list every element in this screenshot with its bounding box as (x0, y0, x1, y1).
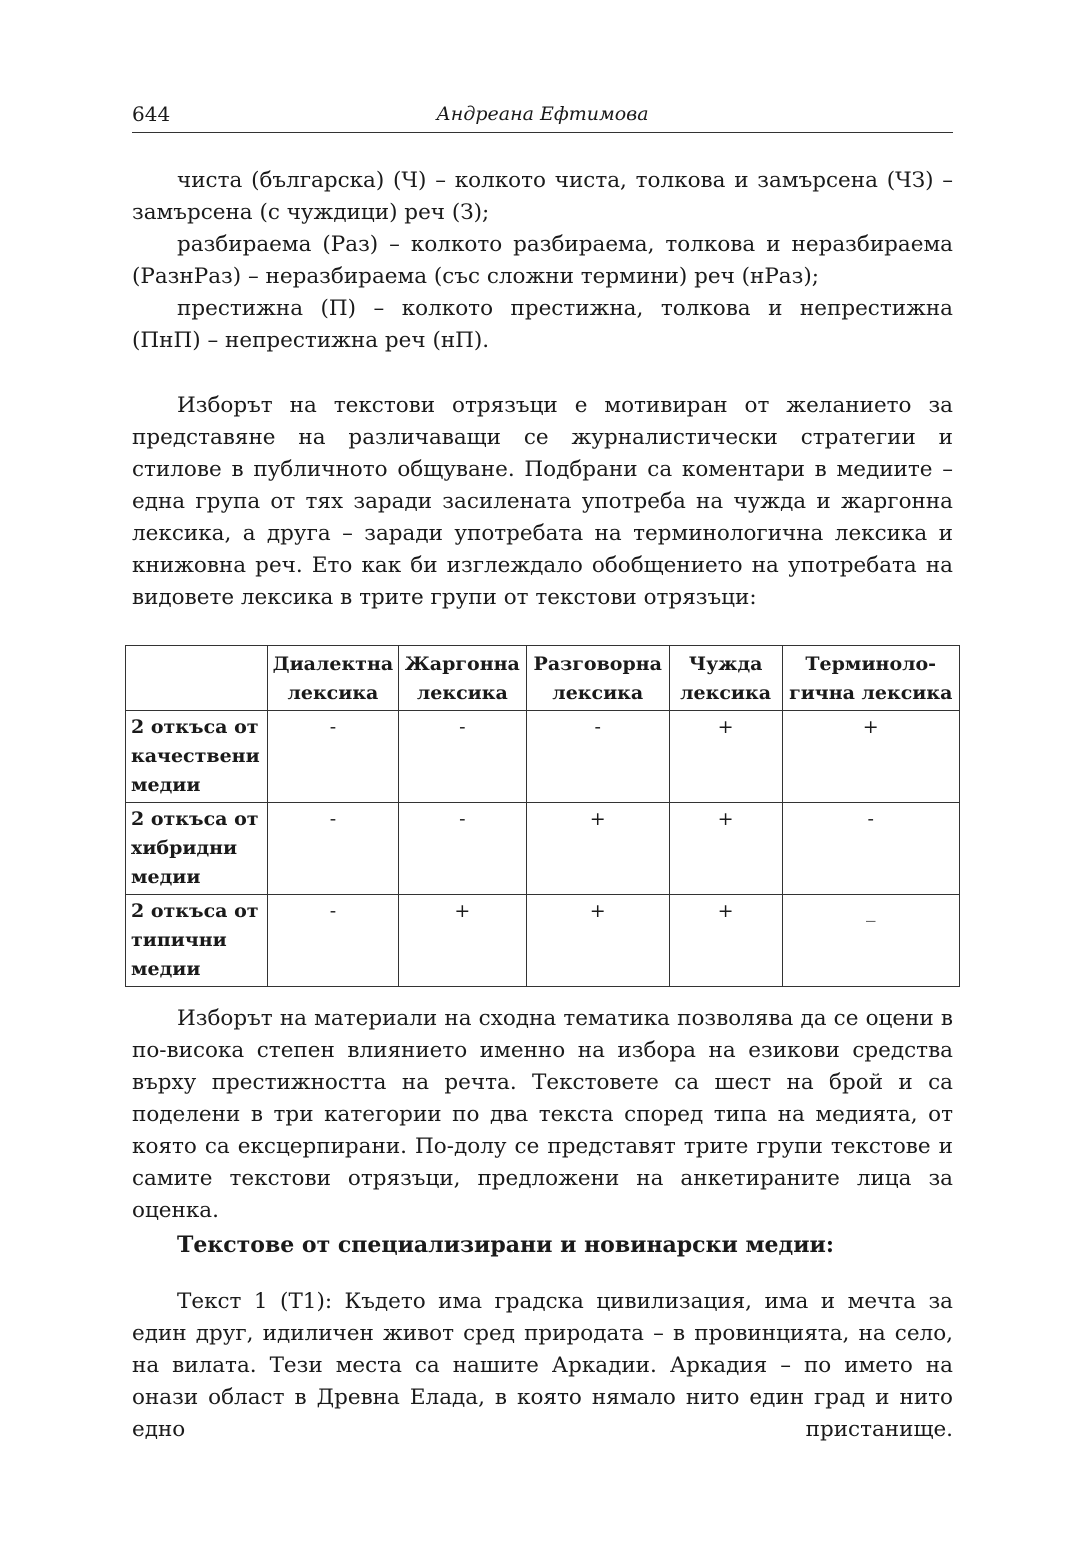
table-row (126, 711, 960, 803)
paragraph-text: Изборът на текстови отрязъци е мотивиран от желанието за представяне на различаващи се журналистически стратегии и стилове в публичното общуване. Подбрани са коментари в медиите – една група от тях заради засилената употреба на чужда и жаргонна лексика, а друга – заради употребата на терминологична лексика и книжовна реч. Ето как би изглеждало обобщението на употребата на видовете лексика в трите групи от текстови отрязъци: (132, 393, 953, 610)
intro-item: престижна (П) – колкото престижна, толкова и непрестижна (ПнП) – непрестижна реч (нП). (132, 296, 953, 353)
intro-item: разбираема (Раз) – колкото разбираема, толкова и неразбираема (РазнРаз) – неразбираема (със сложни термини) реч (нРаз); (132, 232, 953, 289)
paragraph-text: Изборът на материали на сходна тематика позволява да се оцени в по-висока степен влиянието именно на избора на езикови средства върху престижността на речта. Текстовете са шест на брой и са поделени в три категории по два текста според типа на медията, от която са ексцерпирани. По-долу се представят трите групи текстове и самите текстови отрязъци, предложени на анкетираните лица за оценка. (132, 1006, 953, 1223)
table-cell: - (526, 711, 669, 803)
table-header-cell: Терминоло-гична лексика (782, 646, 960, 711)
paragraph-selection (132, 390, 953, 614)
table-cell: - (267, 895, 398, 987)
table-cell: + (398, 895, 526, 987)
page-header (132, 102, 953, 133)
table-cell: - (398, 803, 526, 895)
table-cell: - (267, 803, 398, 895)
table-row (126, 895, 960, 987)
page-number: 644 (132, 102, 171, 126)
table-header-cell: Жаргонна лексика (398, 646, 526, 711)
table-header-cell: Диалектна лексика (267, 646, 398, 711)
paragraph-text-1 (132, 1286, 953, 1446)
table-header-cell: Разговорна лексика (526, 646, 669, 711)
running-title: Андреана Ефтимова (436, 103, 649, 125)
table-cell: + (669, 803, 782, 895)
intro-list (132, 165, 953, 357)
table-cell: + (669, 895, 782, 987)
table-header-cell: Чужда лексика (669, 646, 782, 711)
section-heading: Текстове от специализирани и новинарски медии: (177, 1232, 834, 1258)
row-label: 2 откъса от хибридни медии (126, 803, 268, 895)
table-cell: _ (782, 895, 960, 987)
table-cell: + (782, 711, 960, 803)
paragraph-text: Текст 1 (Т1): Където има градска цивилизация, има и мечта за един друг, идиличен живот сред природата – в провинцията, на село, на вилата. Тези места са нашите Аркадии. Аркадия – по името на онази област в Древна Елада, в която нямало нито един град и нито едно пристанище. (132, 1289, 953, 1442)
table-cell: - (398, 711, 526, 803)
row-label: 2 откъса от качествени медии (126, 711, 268, 803)
table-header-cell (126, 646, 268, 711)
table-cell: + (526, 803, 669, 895)
paragraph-materials (132, 1003, 953, 1227)
table-cell: + (526, 895, 669, 987)
table-header-row (126, 646, 960, 711)
intro-item: чиста (българска) (Ч) – колкото чиста, толкова и замърсена (ЧЗ) – замърсена (с чуждици) реч (З); (132, 168, 953, 225)
table-cell: + (669, 711, 782, 803)
row-label: 2 откъса от типични медии (126, 895, 268, 987)
table-row (126, 803, 960, 895)
lexis-table (125, 645, 960, 987)
table-cell: - (782, 803, 960, 895)
table-cell: - (267, 711, 398, 803)
